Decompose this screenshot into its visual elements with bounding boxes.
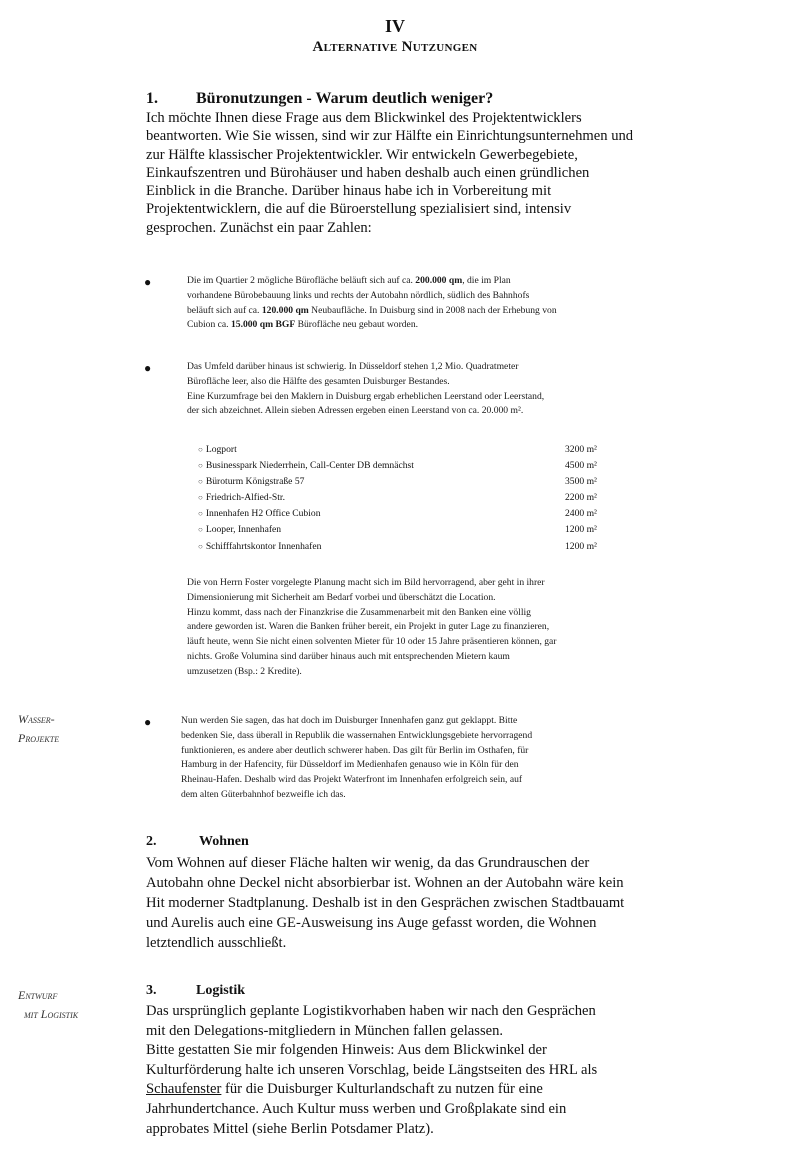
text-line: Eine Kurzumfrage bei den Maklern in Duisburg ergab erheblichen Leerstand oder Leerstand, <box>187 390 545 402</box>
bullet-3-text <box>181 714 747 803</box>
text-line: vorhandene Bürobebauung links und rechts der Autobahn nördlich, südlich des Bahnhofs <box>187 289 530 301</box>
area-value: 1200 m² <box>565 540 597 552</box>
text-line: Das Umfeld darüber hinaus ist schwierig. In Düsseldorf stehen 1,2 Mio. Quadratmeter <box>187 361 519 372</box>
text-line: nichts. Große Volumina sind darüber hinaus auch mit entsprechenden Mietern kaum <box>187 650 510 662</box>
circle-bullet-icon: ○ <box>198 493 203 503</box>
circle-bullet-icon: ○ <box>198 525 203 535</box>
table-row: ○ Looper, Innenhafen 1200 m² <box>198 524 597 540</box>
table-row: ○ Businesspark Niederrhein, Call-Center DB demnächst 4500 m² <box>198 460 597 476</box>
text-line: Vom Wohnen auf dieser Fläche halten wir wenig, da das Grundrauschen der <box>146 855 590 871</box>
text-line: Hinzu kommt, dass nach der Finanzkrise die Zusammenarbeit mit den Banken eine völlig <box>187 606 531 618</box>
bullet-icon: ● <box>144 715 152 729</box>
area-value: 1200 m² <box>565 524 597 536</box>
text-line: bedenken Sie, dass überall in Republik die wassernahen Entwicklungsgebiete hervorragend <box>181 729 533 741</box>
text-line: der sich abzeichnet. Allein sieben Adressen ergeben einen Leerstand von ca. 20.000 m². <box>187 405 524 417</box>
text-line: und Aurelis auch eine GE-Ausweisung ins Auge gefasst worden, die Wohnen <box>146 915 597 931</box>
section-1-title: Büronutzungen - Warum deutlich weniger? <box>196 90 494 107</box>
text-line: dem alten Güterbahnhof bezweifle ich das. <box>181 788 346 800</box>
highlight-value: 120.000 qm <box>261 304 309 316</box>
text-line: andere geworden ist. Waren die Banken früher bereit, ein Projekt in guter Lage zu finanzieren, <box>187 621 550 633</box>
text-line: Die von Herrn Foster vorgelegte Planung macht sich im Bild hervorragend, aber geht in ihrer <box>187 577 545 588</box>
area-value: 3200 m² <box>565 444 597 455</box>
text-line: läuft heute, wenn Sie nicht einen solventen Mieter für 10 oder 15 Jahre präsentieren können, gar <box>187 636 557 648</box>
foster-paragraph <box>187 576 747 680</box>
margin-note-wasser-projekte: Wasser- Projekte <box>18 712 60 745</box>
text-line: zur Hälfte klassischer Projektentwickler. Wir entwickeln Gewerbegebiete, <box>146 146 578 163</box>
section-2-paragraph <box>146 853 746 953</box>
text-line: Einkaufszentren und Bürohäuser und haben deshalb auch einen gründlichen <box>146 164 590 181</box>
highlight-value: 15.000 qm BGF <box>230 319 296 331</box>
area-value: 2200 m² <box>565 492 597 504</box>
bullet-2-text <box>187 360 747 419</box>
underlined-term: Schaufenster <box>146 1081 222 1098</box>
text-line: mit den Delegations-mitgliedern in München fallen gelassen. <box>146 1022 504 1039</box>
text-line: gesprochen. Zunächst ein paar Zahlen: <box>146 219 372 236</box>
text-line: Schaufenster für die Duisburger Kulturlandschaft zu nutzen für eine <box>146 1081 543 1098</box>
text-line: letztendlich ausschließt. <box>146 935 287 951</box>
text-line: Rheinau-Hafen. Deshalb wird das Projekt Waterfront im Innenhafen erfolgreich sein, auf <box>181 774 523 786</box>
table-row: ○ Büroturm Königstraße 57 3500 m² <box>198 476 597 492</box>
text-line: Hit moderner Stadtplanung. Deshalb ist in den Gesprächen zwischen Stadtbauamt <box>146 895 625 911</box>
area-value: 4500 m² <box>565 460 597 472</box>
text-line: beantworten. Wie Sie wissen, sind wir zur Hälfte ein Einrichtungsunternehmen und <box>146 128 634 145</box>
table-row: ○ Innenhafen H2 Office Cubion 2400 m² <box>198 508 597 524</box>
section-3-title: Logistik <box>196 983 246 998</box>
text-line: Nun werden Sie sagen, das hat doch im Duisburger Innenhafen ganz gut geklappt. Bitte <box>181 715 518 726</box>
text-line: umzusetzen (Bsp.: 2 Kredite). <box>187 665 302 677</box>
chapter-number: IV <box>384 16 405 36</box>
text-line: Das ursprünglich geplante Logistikvorhaben haben wir nach den Gesprächen <box>146 1003 596 1019</box>
section-2-title: Wohnen <box>199 834 249 849</box>
section-1-paragraph <box>146 109 746 237</box>
table-row: ○ Logport 3200 m² <box>198 444 597 460</box>
section-2-number: 2. <box>146 834 157 849</box>
text-line: Die im Quartier 2 mögliche Bürofläche beläuft sich auf ca. 200.000 qm, die im Plan <box>187 275 511 286</box>
circle-bullet-icon: ○ <box>198 477 203 487</box>
bullet-icon: ● <box>144 275 152 289</box>
circle-bullet-icon: ○ <box>198 541 203 551</box>
text-line: approbates Mittel (siehe Berlin Potsdamer Platz). <box>146 1120 434 1137</box>
text-line: Einblick in die Branche. Darüber hinaus habe ich in Vorbereitung mit <box>146 183 552 200</box>
chapter-title: Alternative Nutzungen <box>312 39 478 55</box>
area-value: 2400 m² <box>565 508 597 520</box>
text-line: Jahrhundertchance. Auch Kultur muss werben und Großplakate sind ein <box>146 1100 567 1117</box>
text-line: Bürofläche leer, also die Hälfte des gesamten Duisburger Bestandes. <box>187 375 450 387</box>
section-1-number: 1. <box>146 90 158 107</box>
circle-bullet-icon: ○ <box>198 445 203 454</box>
area-value: 3500 m² <box>565 476 597 488</box>
text-line: Projektentwicklern, die auf die Büroerstellung spezialisiert sind, intensiv <box>146 201 572 218</box>
text-line: Hamburg in der Hafencity, für Düsseldorf im Medienhafen genauso wie in Köln für den <box>181 759 519 771</box>
circle-bullet-icon: ○ <box>198 509 203 519</box>
text-line: Kulturförderung halte ich unseren Vorschlag, beide Längstseiten des HRL als <box>146 1061 598 1078</box>
highlight-value: 200.000 qm <box>415 275 463 286</box>
bullet-1-text <box>187 274 747 333</box>
bullet-icon: ● <box>144 361 152 375</box>
section-3-paragraph <box>146 1002 746 1139</box>
margin-note-entwurf-logistik: Entwurf mit Logistik <box>18 988 79 1021</box>
section-3-number: 3. <box>146 983 157 998</box>
table-row: ○ Schifffahrtskontor Innenhafen 1200 m² <box>198 541 597 557</box>
text-line: Ich möchte Ihnen diese Frage aus dem Blickwinkel des Projektentwicklers <box>146 110 582 126</box>
text-line: Bitte gestatten Sie mir folgenden Hinweis: Aus dem Blickwinkel der <box>146 1042 547 1059</box>
circle-bullet-icon: ○ <box>198 461 203 471</box>
vacancy-table <box>198 444 597 557</box>
text-line: Dimensionierung mit Sicherheit am Bedarf vorbei und überschätzt die Location. <box>187 591 496 603</box>
text-line: Autobahn ohne Deckel nicht absorbierbar ist. Wohnen an der Autobahn wäre kein <box>146 875 624 891</box>
table-row: ○ Friedrich-Alfied-Str. 2200 m² <box>198 492 597 508</box>
text-line: funktionieren, es andere aber deutlich schwerer haben. Das gilt für Berlin im Osthafen, für <box>181 744 529 756</box>
text-line: Cubion ca. 15.000 qm BGF Bürofläche neu gebaut worden. <box>187 319 419 331</box>
text-line: beläuft sich auf ca. 120.000 qm Neubaufläche. In Duisburg sind in 2008 nach der Erhebung von <box>187 304 557 316</box>
